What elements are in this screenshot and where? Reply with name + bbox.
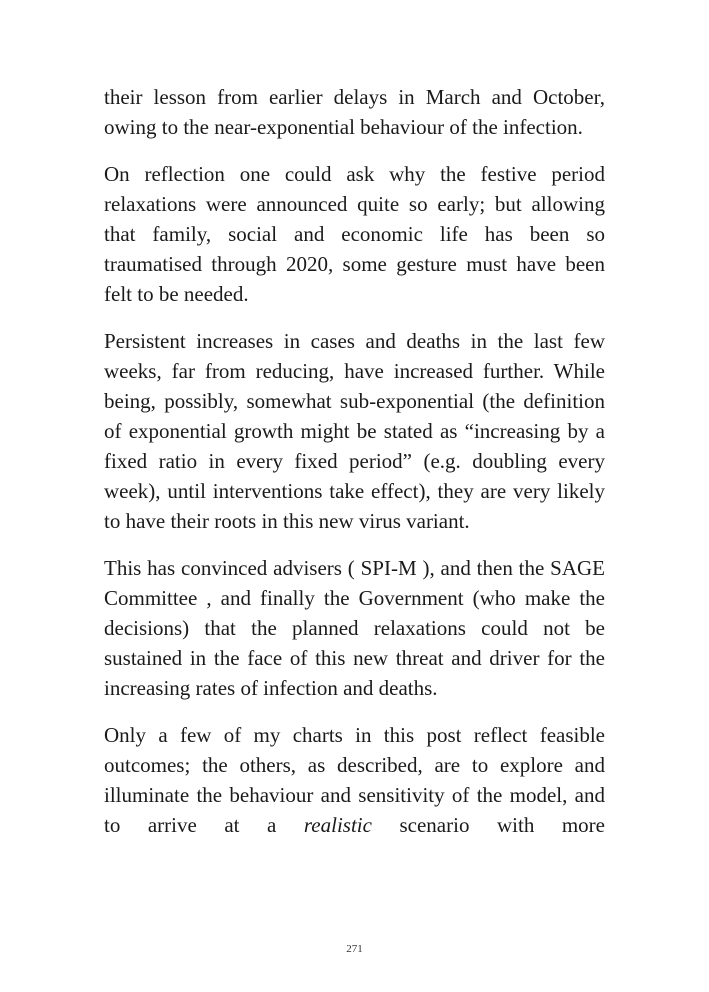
- paragraph-2: On reflection one could ask why the festive period relaxations were announced quite so early; but allowing that family, social and economic life has been so traumatised through 2020, some gesture must have been felt to be needed.: [104, 162, 605, 306]
- paragraph-3: Persistent increases in cases and deaths in the last few weeks, far from reducing, have increased further. While being, possibly, somewhat sub-exponential (the definition of exponential growth might be stated as “increasing by a fixed ratio in every fixed period” (e.g. doubling every week), until interventions take effect), they are very likely to have their roots in this new virus variant.: [104, 329, 605, 533]
- paragraph-5-text-after: scenario with more: [371, 813, 605, 837]
- page-body: [104, 82, 605, 840]
- paragraph-4: This has convinced advisers ( SPI-M ), and then the SAGE Committee , and finally the Government (who make the decisions) that the planned relaxations could not be sustained in the face of this new threat and driver for the increasing rates of infection and deaths.: [104, 556, 605, 700]
- page-number: 271: [346, 943, 363, 955]
- paragraph-5-text-before: Only a few of my charts in this post reflect feasible outcomes; the others, as described, are to explore and illuminate the behaviour and sensitivity of the model, and to arrive at a: [104, 723, 605, 837]
- paragraph-5: [104, 720, 605, 840]
- paragraph-5-emphasis: realistic: [303, 813, 372, 837]
- paragraph-1: their lesson from earlier delays in March and October, owing to the near-exponential behaviour of the infection.: [104, 85, 605, 139]
